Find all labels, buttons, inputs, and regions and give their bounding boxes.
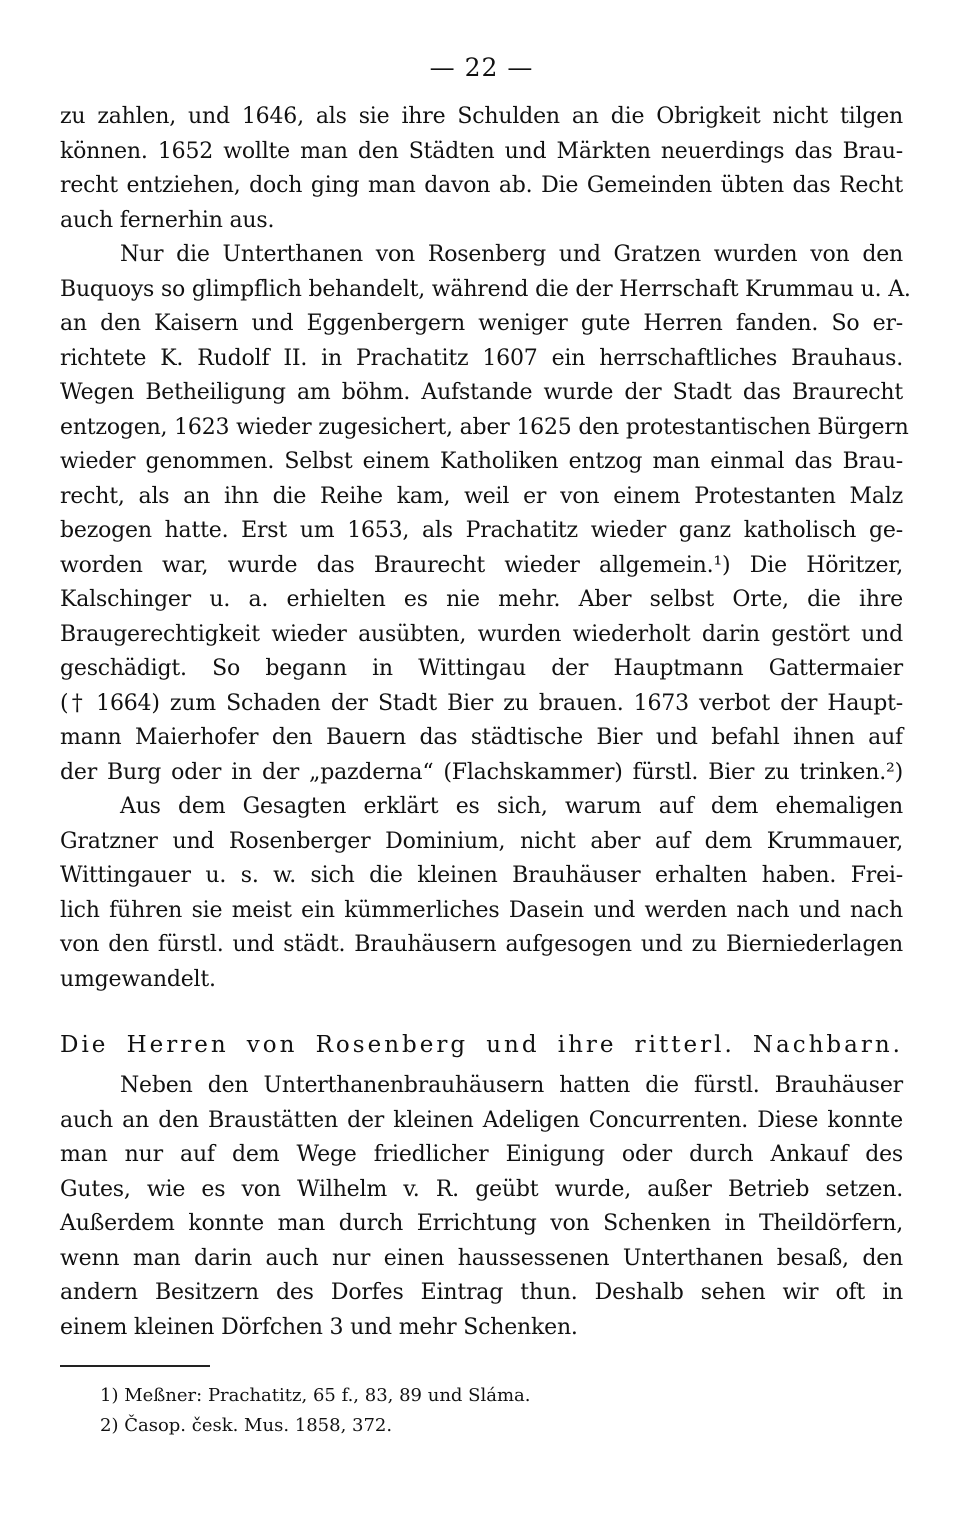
text-line: Wegen Betheiligung am böhm. Aufstande wurde der Stadt das Braurecht [60, 380, 903, 405]
text-line: bezogen hatte. Erst um 1653, als Prachatitz wieder ganz katholisch ge- [60, 518, 903, 543]
footnote: 1) Meßner: Prachatitz, 65 f., 83, 89 und Sláma. [100, 1385, 531, 1406]
text-line: zu zahlen, und 1646, als sie ihre Schulden an die Obrigkeit nicht tilgen [60, 104, 903, 129]
section-heading: Die Herren von Rosenberg und ihre ritterl. Nachbarn. [60, 1032, 903, 1058]
text-line: der Burg oder in der „pazderna“ (Flachskammer) fürstl. Bier zu trinken.²) [60, 759, 903, 785]
text-line: Kalschinger u. a. erhielten es nie mehr. Aber selbst Orte, die ihre [60, 587, 903, 612]
text-line: an den Kaisern und Eggenbergern weniger gute Herren fanden. So er- [60, 311, 903, 336]
text-line: Gutes, wie es von Wilhelm v. R. geübt wurde, außer Betrieb setzen. [60, 1176, 903, 1202]
text-line: Braugerechtigkeit wieder ausübten, wurden wiederholt darin gestört und [60, 621, 903, 647]
text-line: umgewandelt. [60, 966, 216, 992]
page-number: — 22 — [429, 53, 534, 82]
text-line: Wittingauer u. s. w. sich die kleinen Brauhäuser erhalten haben. Frei- [60, 863, 903, 888]
text-line: von den fürstl. und städt. Brauhäusern aufgesogen und zu Bierniederlagen [60, 932, 903, 957]
text-line: lich führen sie meist ein kümmerliches Dasein und werden nach und nach [60, 897, 903, 923]
text-line: geschädigt. So begann in Wittingau der Hauptmann Gattermaier [60, 656, 903, 681]
text-line: richtete K. Rudolf II. in Prachatitz 1607 ein herrschaftliches Brauhaus. [60, 345, 903, 371]
text-line: einem kleinen Dörfchen 3 und mehr Schenken. [60, 1314, 578, 1340]
text-line: Gratzner und Rosenberger Dominium, nicht aber auf dem Krummauer, [60, 828, 903, 854]
paragraph-2 [60, 238, 911, 790]
text-line: andern Besitzern des Dorfes Eintrag thun. Deshalb sehen wir oft in [60, 1280, 903, 1305]
section-spacer [60, 997, 903, 1025]
text-line: († 1664) zum Schaden der Stadt Bier zu brauen. 1673 verbot der Haupt- [60, 690, 903, 716]
paragraph-1 [60, 100, 903, 238]
text-line: Nur die Unterthanen von Rosenberg und Gratzen wurden von den [120, 242, 903, 267]
footnote: 2) Časop. česk. Mus. 1858, 372. [100, 1415, 393, 1436]
text-line: man nur auf dem Wege friedlicher Einigung oder durch Ankauf des [60, 1142, 903, 1167]
text-line: entzogen, 1623 wieder zugesichert, aber 1625 den protestantischen Bürgern [60, 414, 909, 440]
text-line: auch fernerhin aus. [60, 207, 275, 233]
section-paragraph [60, 1069, 903, 1345]
text-line: Außerdem konnte man durch Errichtung von Schenken in Theildörfern, [60, 1211, 903, 1236]
paragraph-3 [60, 790, 903, 997]
footnotes [60, 1381, 903, 1441]
text-line: recht entziehen, doch ging man davon ab. Die Gemeinden übten das Recht [60, 173, 903, 198]
text-line: Neben den Unterthanenbrauhäusern hatten die fürstl. Brauhäuser [120, 1073, 903, 1098]
footnote-divider [60, 1365, 210, 1367]
text-line: worden war, wurde das Braurecht wieder allgemein.¹) Die Höritzer, [60, 552, 903, 578]
text-line: auch an den Braustätten der kleinen Adeligen Concurrenten. Diese konnte [60, 1107, 903, 1133]
text-line: wieder genommen. Selbst einem Katholiken entzog man einmal das Brau- [60, 449, 903, 474]
text-line: können. 1652 wollte man den Städten und Märkten neuerdings das Brau- [60, 138, 903, 164]
text-line: wenn man darin auch nur einen haussessenen Unterthanen besaß, den [60, 1245, 903, 1271]
text-line: mann Maierhofer den Bauern das städtische Bier und befahl ihnen auf [60, 725, 903, 750]
document-page [60, 48, 911, 1441]
text-line: Buquoys so glimpflich behandelt, während die der Herrschaft Krummau u. A. [60, 276, 911, 302]
text-line: Aus dem Gesagten erklärt es sich, warum auf dem ehemaligen [120, 794, 903, 819]
text-line: recht, als an ihn die Reihe kam, weil er von einem Protestanten Malz [60, 483, 903, 509]
